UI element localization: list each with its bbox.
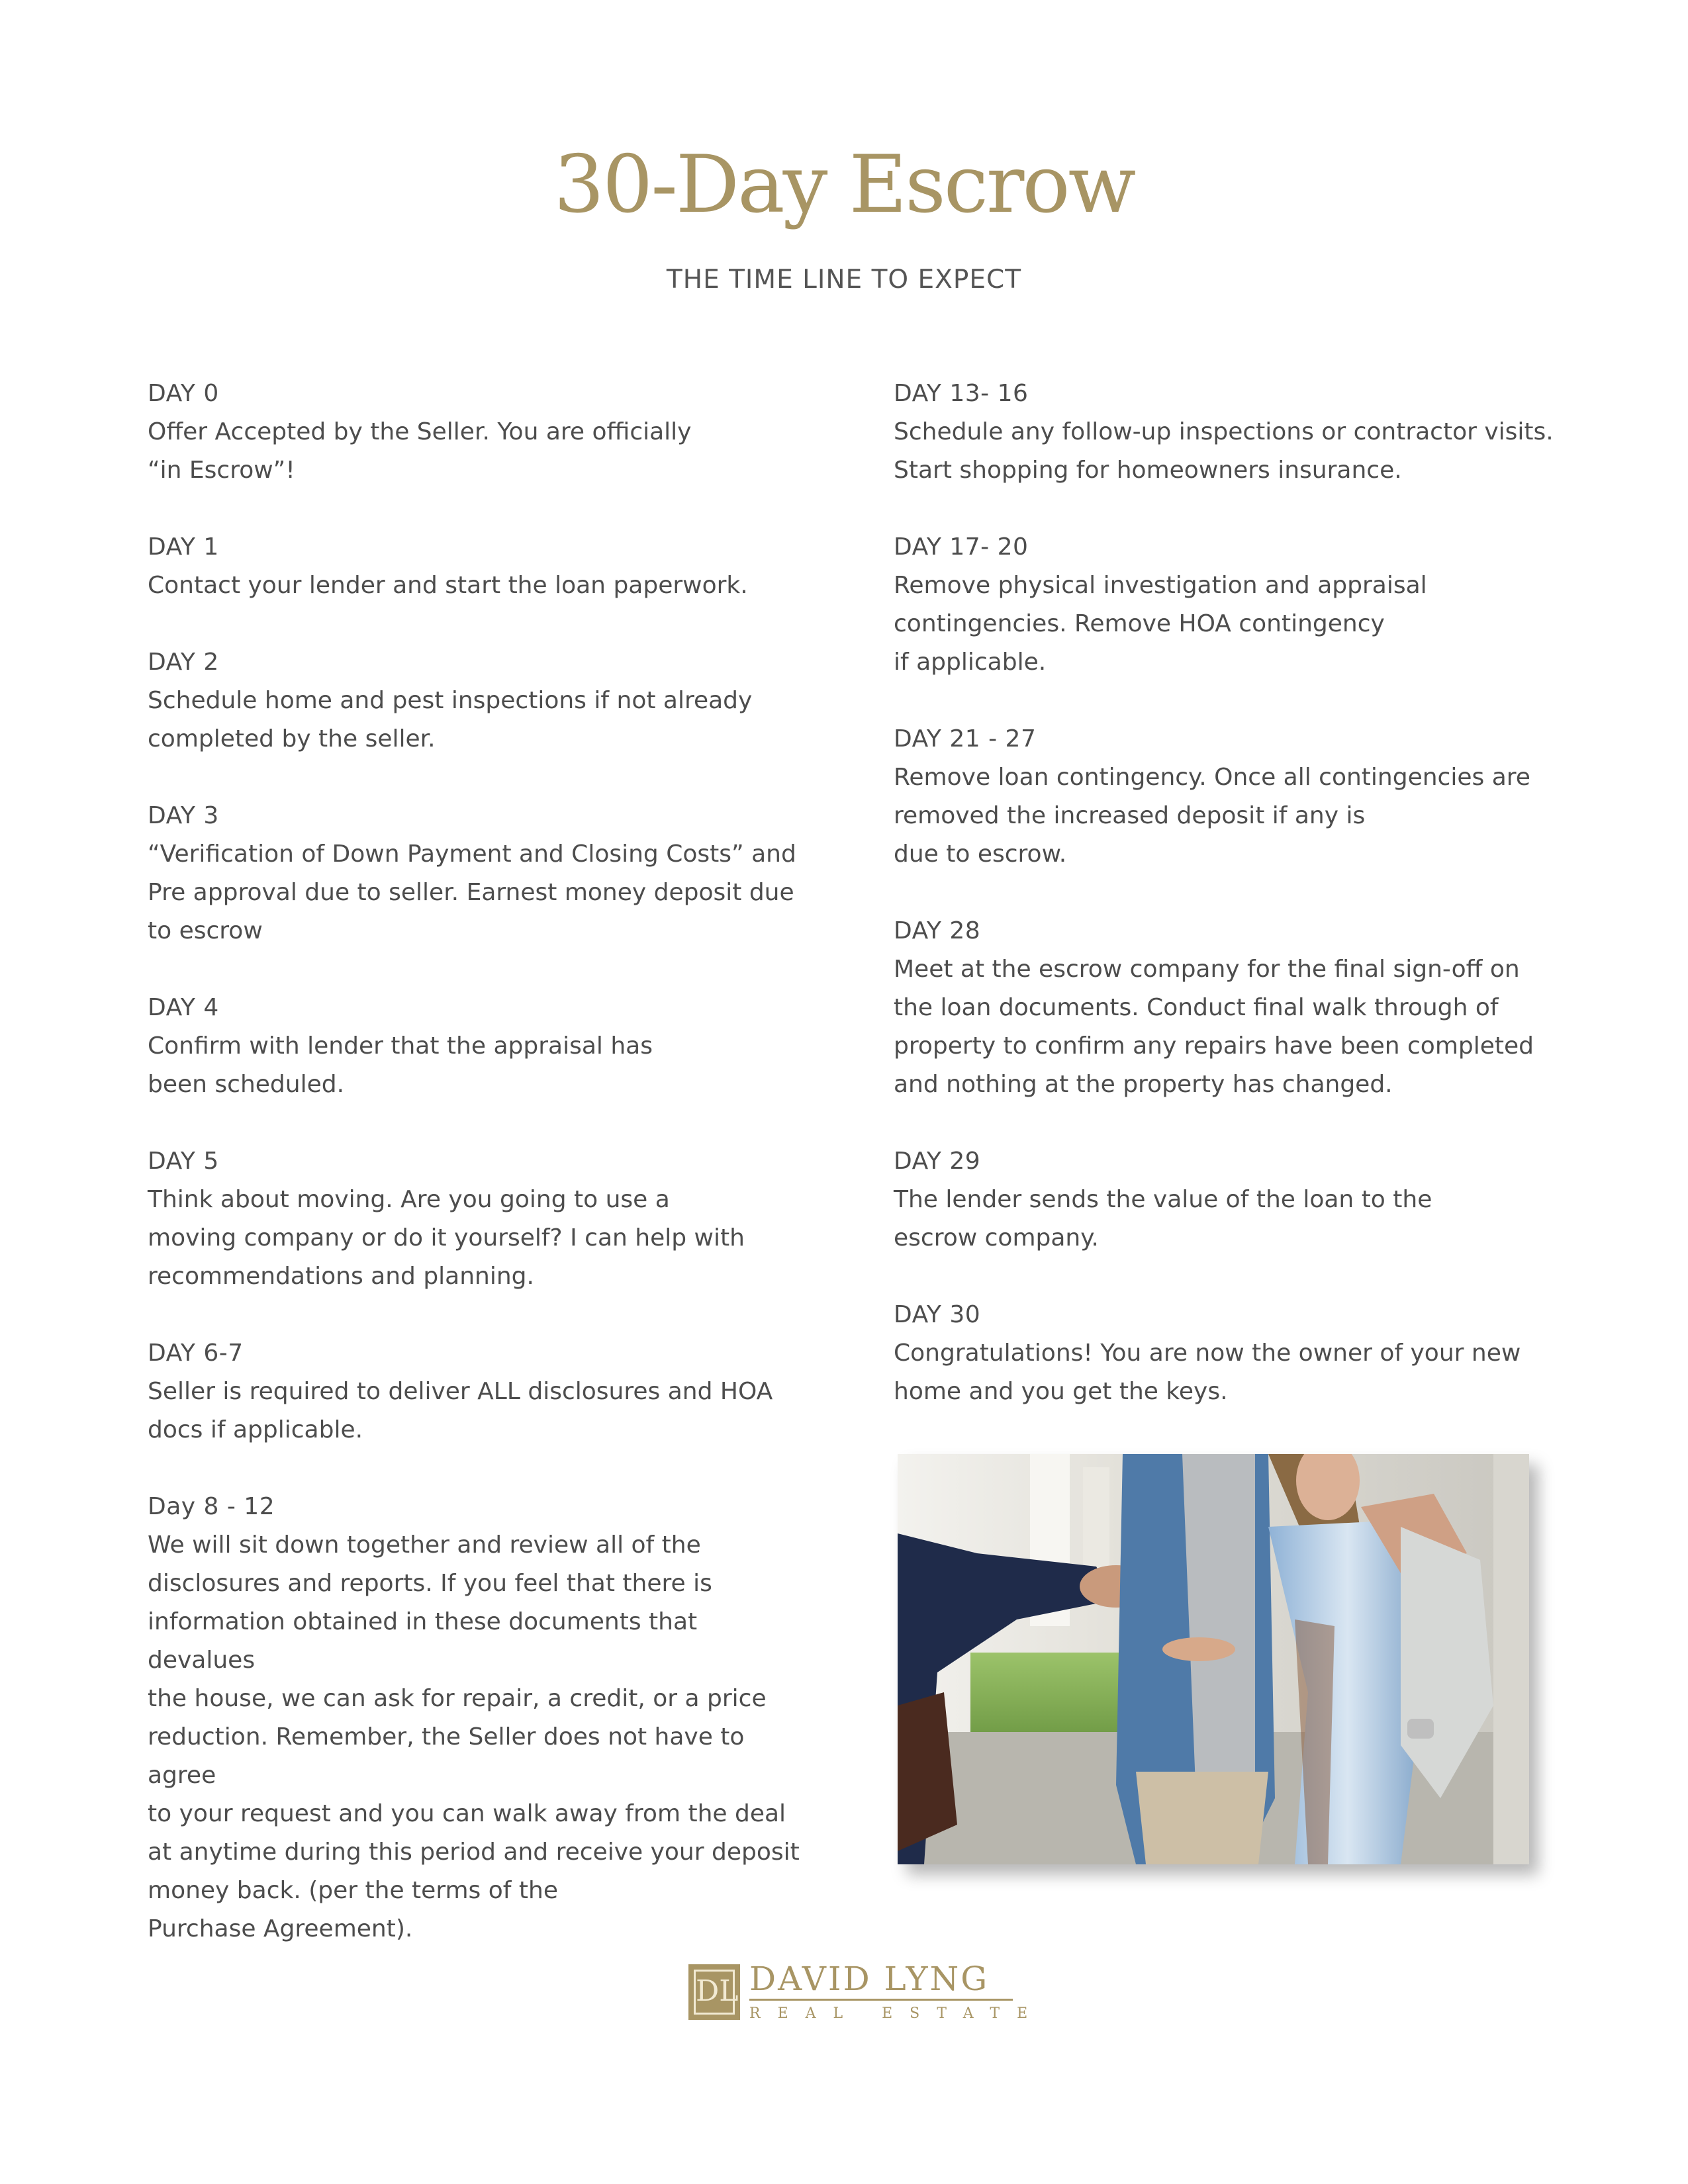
timeline-entry (148, 989, 810, 1104)
timeline-day-label: DAY 2 (148, 649, 219, 676)
logo-divider (749, 1999, 1013, 2001)
timeline-description-line: recommendations and planning. (148, 1263, 534, 1290)
timeline-description-line: the loan documents. Conduct final walk through of (894, 994, 1499, 1021)
timeline-entry (148, 528, 810, 605)
timeline-description-line: reduction. Remember, the Seller does not have to agree (148, 1723, 745, 1789)
timeline-description-line: We will sit down together and review all of the (148, 1531, 701, 1559)
timeline-day-label: Day 8 - 12 (148, 1493, 275, 1520)
timeline-description-line: The lender sends the value of the loan to the (894, 1186, 1432, 1213)
timeline-day-label: DAY 1 (148, 533, 219, 561)
timeline-description-line: to your request and you can walk away from the deal (148, 1800, 786, 1827)
timeline-description-line: to escrow (148, 917, 263, 944)
timeline-entry (148, 375, 810, 490)
timeline-description-line: Pre approval due to seller. Earnest money deposit due (148, 879, 794, 906)
timeline-description-line: home and you get the keys. (894, 1378, 1228, 1405)
timeline-description-line: moving company or do it yourself? I can help with (148, 1224, 745, 1251)
timeline-description-line: Seller is required to deliver ALL disclosures and HOA (148, 1378, 773, 1405)
timeline-entry (148, 643, 810, 758)
timeline-entry (894, 720, 1556, 874)
page-subtitle: THE TIME LINE TO EXPECT (666, 265, 1022, 295)
timeline-left-column (148, 375, 810, 1987)
timeline-entry (148, 1488, 810, 1948)
timeline-description-line: escrow company. (894, 1224, 1099, 1251)
timeline-day-label: DAY 13- 16 (894, 380, 1029, 407)
logo-name: DAVID LYNG (749, 1960, 990, 1998)
timeline-description-line: money back. (per the terms of the (148, 1877, 558, 1904)
timeline-description-line: Start shopping for homeowners insurance. (894, 457, 1402, 484)
timeline-description-line: property to confirm any repairs have been completed (894, 1032, 1534, 1060)
timeline-description-line: Offer Accepted by the Seller. You are officially (148, 418, 692, 445)
timeline-description-line: Remove loan contingency. Once all contingencies are (894, 764, 1530, 791)
timeline-entry (894, 1296, 1556, 1411)
page-title: 30-Day Escrow (553, 139, 1135, 231)
timeline-description-line: disclosures and reports. If you feel that there is (148, 1570, 712, 1597)
timeline-day-label: DAY 30 (894, 1301, 981, 1328)
timeline-description-line: Purchase Agreement). (148, 1915, 413, 1942)
timeline-entry (148, 797, 810, 950)
timeline-entry (894, 1142, 1556, 1257)
timeline-description-line: Schedule home and pest inspections if not already (148, 687, 753, 714)
timeline-entry (894, 375, 1556, 490)
timeline-description-line: “in Escrow”! (148, 457, 295, 484)
timeline-description-line: Congratulations! You are now the owner of your new (894, 1340, 1521, 1367)
timeline-description-line: and nothing at the property has changed. (894, 1071, 1393, 1098)
company-logo (688, 1959, 1045, 2025)
timeline-entry (148, 1142, 810, 1296)
timeline-description-line: been scheduled. (148, 1071, 345, 1098)
timeline-entry (148, 1334, 810, 1449)
timeline-description-line: the house, we can ask for repair, a credit, or a price (148, 1685, 767, 1712)
timeline-entry (894, 528, 1556, 682)
timeline-description-line: docs if applicable. (148, 1416, 363, 1443)
timeline-description-line: Meet at the escrow company for the final sign-off on (894, 956, 1520, 983)
timeline-description-line: contingencies. Remove HOA contingency (894, 610, 1385, 637)
key-handover-photo (898, 1454, 1529, 1864)
logo-monogram-icon: DL (688, 1964, 740, 2020)
timeline-description-line: if applicable. (894, 649, 1047, 676)
timeline-description-line: information obtained in these documents that devalues (148, 1608, 698, 1674)
timeline-description-line: removed the increased deposit if any is (894, 802, 1366, 829)
timeline-description-line: Contact your lender and start the loan paperwork. (148, 572, 748, 599)
timeline-right-column (894, 375, 1556, 1449)
timeline-description-line: at anytime during this period and receive your deposit (148, 1839, 800, 1866)
timeline-description-line: completed by the seller. (148, 725, 436, 752)
timeline-description-line: Confirm with lender that the appraisal has (148, 1032, 653, 1060)
timeline-description-line: Remove physical investigation and appraisal (894, 572, 1427, 599)
timeline-description-line: Schedule any follow-up inspections or contractor visits. (894, 418, 1554, 445)
timeline-day-label: DAY 21 - 27 (894, 725, 1037, 752)
timeline-day-label: DAY 3 (148, 802, 219, 829)
timeline-day-label: DAY 17- 20 (894, 533, 1029, 561)
timeline-day-label: DAY 28 (894, 917, 981, 944)
timeline-description-line: “Verification of Down Payment and Closing Costs” and (148, 841, 796, 868)
timeline-day-label: DAY 5 (148, 1148, 219, 1175)
timeline-day-label: DAY 29 (894, 1148, 981, 1175)
timeline-day-label: DAY 0 (148, 380, 219, 407)
timeline-day-label: DAY 6-7 (148, 1340, 244, 1367)
timeline-description-line: due to escrow. (894, 841, 1067, 868)
timeline-description-line: Think about moving. Are you going to use a (148, 1186, 670, 1213)
timeline-day-label: DAY 4 (148, 994, 219, 1021)
logo-tagline: REAL ESTATE (749, 2005, 1045, 2022)
timeline-entry (894, 912, 1556, 1104)
